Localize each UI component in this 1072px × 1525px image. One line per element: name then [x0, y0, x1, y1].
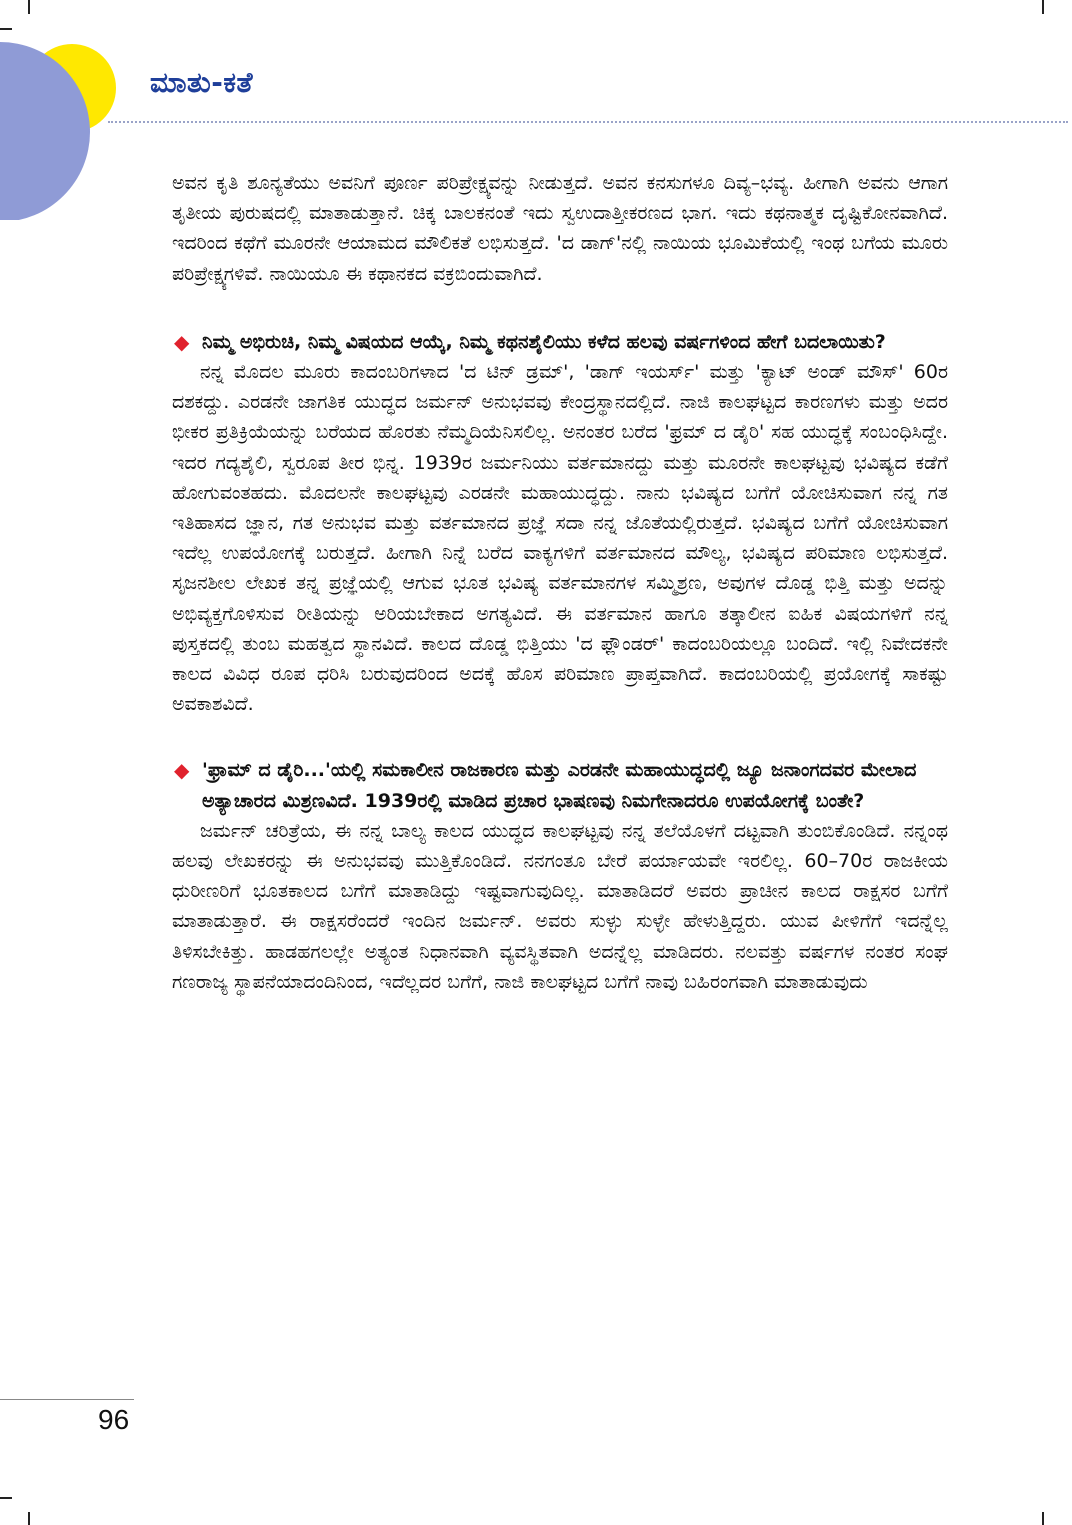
crop-mark-left-bottom	[0, 1497, 12, 1499]
crop-mark-bottom-left	[28, 1512, 30, 1525]
crop-mark-top-right	[1042, 0, 1044, 14]
section-title: ಮಾತು-ಕತೆ	[150, 66, 253, 99]
red-diamond-bullet-icon: ◆	[174, 758, 190, 783]
question-2	[172, 755, 948, 815]
crop-mark-bottom-right	[1042, 1512, 1044, 1525]
decorative-circles	[0, 0, 130, 220]
answer-1: ನನ್ನ ಮೊದಲ ಮೂರು ಕಾದಂಬರಿಗಳಾದ 'ದ ಟಿನ್ ಡ್ರಮ್', 'ಡಾಗ್ ಇಯರ್ಸ್' ಮತ್ತು 'ಕ್ಯಾಟ್ ಅಂಡ್ ಮೌಸ್' 60ರ ದಶಕದ್ದು. ಎರಡನೇ ಜಾಗತಿಕ ಯುದ್ಧದ ಜರ್ಮನ್ ಅನುಭವವು ಕೇಂದ್ರಸ್ಥಾನದಲ್ಲಿದೆ. ನಾಜಿ ಕಾಲಘಟ್ಟದ ಕಾರಣಗಳು ಮತ್ತು ಅದರ ಭೀಕರ ಪ್ರತಿಕ್ರಿಯೆಯನ್ನು ಬರೆಯದ ಹೊರತು ನೆಮ್ಮದಿಯೆನಿಸಲಿಲ್ಲ. ಅನಂತರ ಬರೆದ 'ಫ್ರಮ್ ದ ಡೈರಿ' ಸಹ ಯುದ್ಧಕ್ಕೆ ಸಂಬಂಧಿಸಿದ್ದೇ. ಇದರ ಗದ್ಯಶೈಲಿ, ಸ್ವರೂಪ ತೀರ ಭಿನ್ನ. 1939ರ ಜರ್ಮನಿಯು ವರ್ತಮಾನದ್ದು ಮತ್ತು ಮೂರನೇ ಕಾಲಘಟ್ಟವು ಭವಿಷ್ಯದ ಕಡೆಗೆ ಹೋಗುವಂತಹದು. ಮೊದಲನೇ ಕಾಲಘಟ್ಟವು ಎರಡನೇ ಮಹಾಯುದ್ಧದ್ದು. ನಾನು ಭವಿಷ್ಯದ ಬಗೆಗೆ ಯೋಚಿಸುವಾಗ ನನ್ನ ಗತ ಇತಿಹಾಸದ ಜ್ಞಾನ, ಗತ ಅನುಭವ ಮತ್ತು ವರ್ತಮಾನದ ಪ್ರಜ್ಞೆ ಸದಾ ನನ್ನ ಜೊತೆಯಲ್ಲಿರುತ್ತದೆ. ಭವಿಷ್ಯದ ಬಗೆಗೆ ಯೋಚಿಸುವಾಗ ಇದೆಲ್ಲ ಉಪಯೋಗಕ್ಕೆ ಬರುತ್ತದೆ. ಹೀಗಾಗಿ ನಿನ್ನೆ ಬರೆದ ವಾಕ್ಯಗಳಿಗೆ ವರ್ತಮಾನದ ಮೌಲ್ಯ, ಭವಿಷ್ಯದ ಪರಿಮಾಣ ಲಭಿಸುತ್ತದೆ. ಸೃಜನಶೀಲ ಲೇಖಕ ತನ್ನ ಪ್ರಜ್ಞೆಯಲ್ಲಿ ಆಗುವ ಭೂತ ಭವಿಷ್ಯ ವರ್ತಮಾನಗಳ ಸಮ್ಮಿಶ್ರಣ, ಅವುಗಳ ದೊಡ್ಡ ಭಿತ್ತಿ ಮತ್ತು ಅದನ್ನು ಅಭಿವ್ಯಕ್ತಗೊಳಿಸುವ ರೀತಿಯನ್ನು ಅರಿಯಬೇಕಾದ ಅಗತ್ಯವಿದೆ. ಈ ವರ್ತಮಾನ ಹಾಗೂ ತತ್ಕಾಲೀನ ಐಹಿಕ ವಿಷಯಗಳಿಗೆ ನನ್ನ ಪುಸ್ತಕದಲ್ಲಿ ತುಂಬ ಮಹತ್ವದ ಸ್ಥಾನವಿದೆ. ಕಾಲದ ದೊಡ್ಡ ಭಿತ್ತಿಯು 'ದ ಫ್ಲೌಂಡರ್' ಕಾದಂಬರಿಯಲ್ಲೂ ಬಂದಿದೆ. ಇಲ್ಲಿ ನಿವೇದಕನೇ ಕಾಲದ ವಿವಿಧ ರೂಪ ಧರಿಸಿ ಬರುವುದರಿಂದ ಅದಕ್ಕೆ ಹೊಸ ಪರಿಮಾಣ ಪ್ರಾಪ್ತವಾಗಿದೆ. ಕಾದಂಬರಿಯಲ್ಲಿ ಪ್ರಯೋಗಕ್ಕೆ ಸಾಕಷ್ಟು ಅವಕಾಶವಿದೆ.	[172, 361, 948, 716]
page-number: 96	[98, 1404, 130, 1435]
question-2-text: 'ಫ್ರಾಮ್ ದ ಡೈರಿ...'ಯಲ್ಲಿ ಸಮಕಾಲೀನ ರಾಜಕಾರಣ ಮತ್ತು ಎರಡನೇ ಮಹಾಯುದ್ಧದಲ್ಲಿ ಜ್ಯೂ ಜನಾಂಗದವರ ಮೇಲಾದ ಅತ್ಯಾಚಾರದ ಮಿಶ್ರಣವಿದೆ. 1939ರಲ್ಲಿ ಮಾಡಿದ ಪ್ರಚಾರ ಭಾಷಣವು ನಿಮಗೇನಾದರೂ ಉಪಯೋಗಕ್ಕೆ ಬಂತೇ?	[202, 759, 917, 812]
question-1	[172, 327, 948, 357]
red-diamond-bullet-icon: ◆	[174, 329, 190, 354]
answer-2: ಜರ್ಮನ್ ಚರಿತ್ರೆಯ, ಈ ನನ್ನ ಬಾಲ್ಯ ಕಾಲದ ಯುದ್ಧದ ಕಾಲಘಟ್ಟವು ನನ್ನ ತಲೆಯೊಳಗೆ ದಟ್ಟವಾಗಿ ತುಂಬಿಕೊಂಡಿದೆ. ನನ್ನಂಥ ಹಲವು ಲೇಖಕರನ್ನು ಈ ಅನುಭವವು ಮುತ್ತಿಕೊಂಡಿದೆ. ನನಗಂತೂ ಬೇರೆ ಪರ್ಯಾಯವೇ ಇರಲಿಲ್ಲ. 60–70ರ ರಾಜಕೀಯ ಧುರೀಣರಿಗೆ ಭೂತಕಾಲದ ಬಗೆಗೆ ಮಾತಾಡಿದ್ದು ಇಷ್ಟವಾಗುವುದಿಲ್ಲ. ಮಾತಾಡಿದರೆ ಅವರು ಪ್ರಾಚೀನ ಕಾಲದ ರಾಕ್ಷಸರ ಬಗೆಗೆ ಮಾತಾಡುತ್ತಾರೆ. ಈ ರಾಕ್ಷಸರೆಂದರೆ ಇಂದಿನ ಜರ್ಮನ್. ಅವರು ಸುಳ್ಳು ಸುಳ್ಳೇ ಹೇಳುತ್ತಿದ್ದರು. ಯುವ ಪೀಳಿಗೆಗೆ ಇದನ್ನೆಲ್ಲ ತಿಳಿಸಬೇಕಿತ್ತು. ಹಾಡಹಗಲಲ್ಲೇ ಅತ್ಯಂತ ನಿಧಾನವಾಗಿ ವ್ಯವಸ್ಥಿತವಾಗಿ ಅದನ್ನೆಲ್ಲ ಮಾಡಿದರು. ನಲವತ್ತು ವರ್ಷಗಳ ನಂತರ ಸಂಘ ಗಣರಾಜ್ಯ ಸ್ಥಾಪನೆಯಾದಂದಿನಿಂದ, ಇದೆಲ್ಲದರ ಬಗೆಗೆ, ನಾಜಿ ಕಾಲಘಟ್ಟದ ಬಗೆಗೆ ನಾವು ಬಹಿರಂಗವಾಗಿ ಮಾತಾಡುವುದು	[172, 819, 948, 993]
footer-divider	[0, 1399, 134, 1400]
article-body	[172, 168, 948, 997]
paragraph-intro: ಅವನ ಕೃತಿ ಶೂನ್ಯತೆಯು ಅವನಿಗೆ ಪೂರ್ಣ ಪರಿಪ್ರೇಕ್ಷ್ಯವನ್ನು ನೀಡುತ್ತದೆ. ಅವನ ಕನಸುಗಳೂ ದಿವ್ಯ–ಭವ್ಯ. ಹೀಗಾಗಿ ಅವನು ಆಗಾಗ ತೃತೀಯ ಪುರುಷದಲ್ಲಿ ಮಾತಾಡುತ್ತಾನೆ. ಚಿಕ್ಕ ಬಾಲಕನಂತೆ ಇದು ಸ್ವಉದಾತ್ತೀಕರಣದ ಭಾಗ. ಇದು ಕಥನಾತ್ಮಕ ದೃಷ್ಟಿಕೋನವಾಗಿದೆ. ಇದರಿಂದ ಕಥೆಗೆ ಮೂರನೇ ಆಯಾಮದ ಮೌಲಿಕತೆ ಲಭಿಸುತ್ತದೆ. 'ದ ಡಾಗ್'ನಲ್ಲಿ ನಾಯಿಯ ಭೂಮಿಕೆಯಲ್ಲಿ ಇಂಥ ಬಗೆಯ ಮೂರು ಪರಿಪ್ರೇಕ್ಷ್ಯಗಳಿವೆ. ನಾಯಿಯೂ ಈ ಕಥಾನಕದ ವಕ್ರಬಿಂದುವಾಗಿದೆ.	[172, 172, 948, 285]
question-1-text: ನಿಮ್ಮ ಅಭಿರುಚಿ, ನಿಮ್ಮ ವಿಷಯದ ಆಯ್ಕೆ, ನಿಮ್ಮ ಕಥನಶೈಲಿಯು ಕಳೆದ ಹಲವು ವರ್ಷಗಳಿಂದ ಹೇಗೆ ಬದಲಾಯಿತು?	[202, 330, 886, 353]
header-dotted-divider	[108, 121, 1068, 123]
